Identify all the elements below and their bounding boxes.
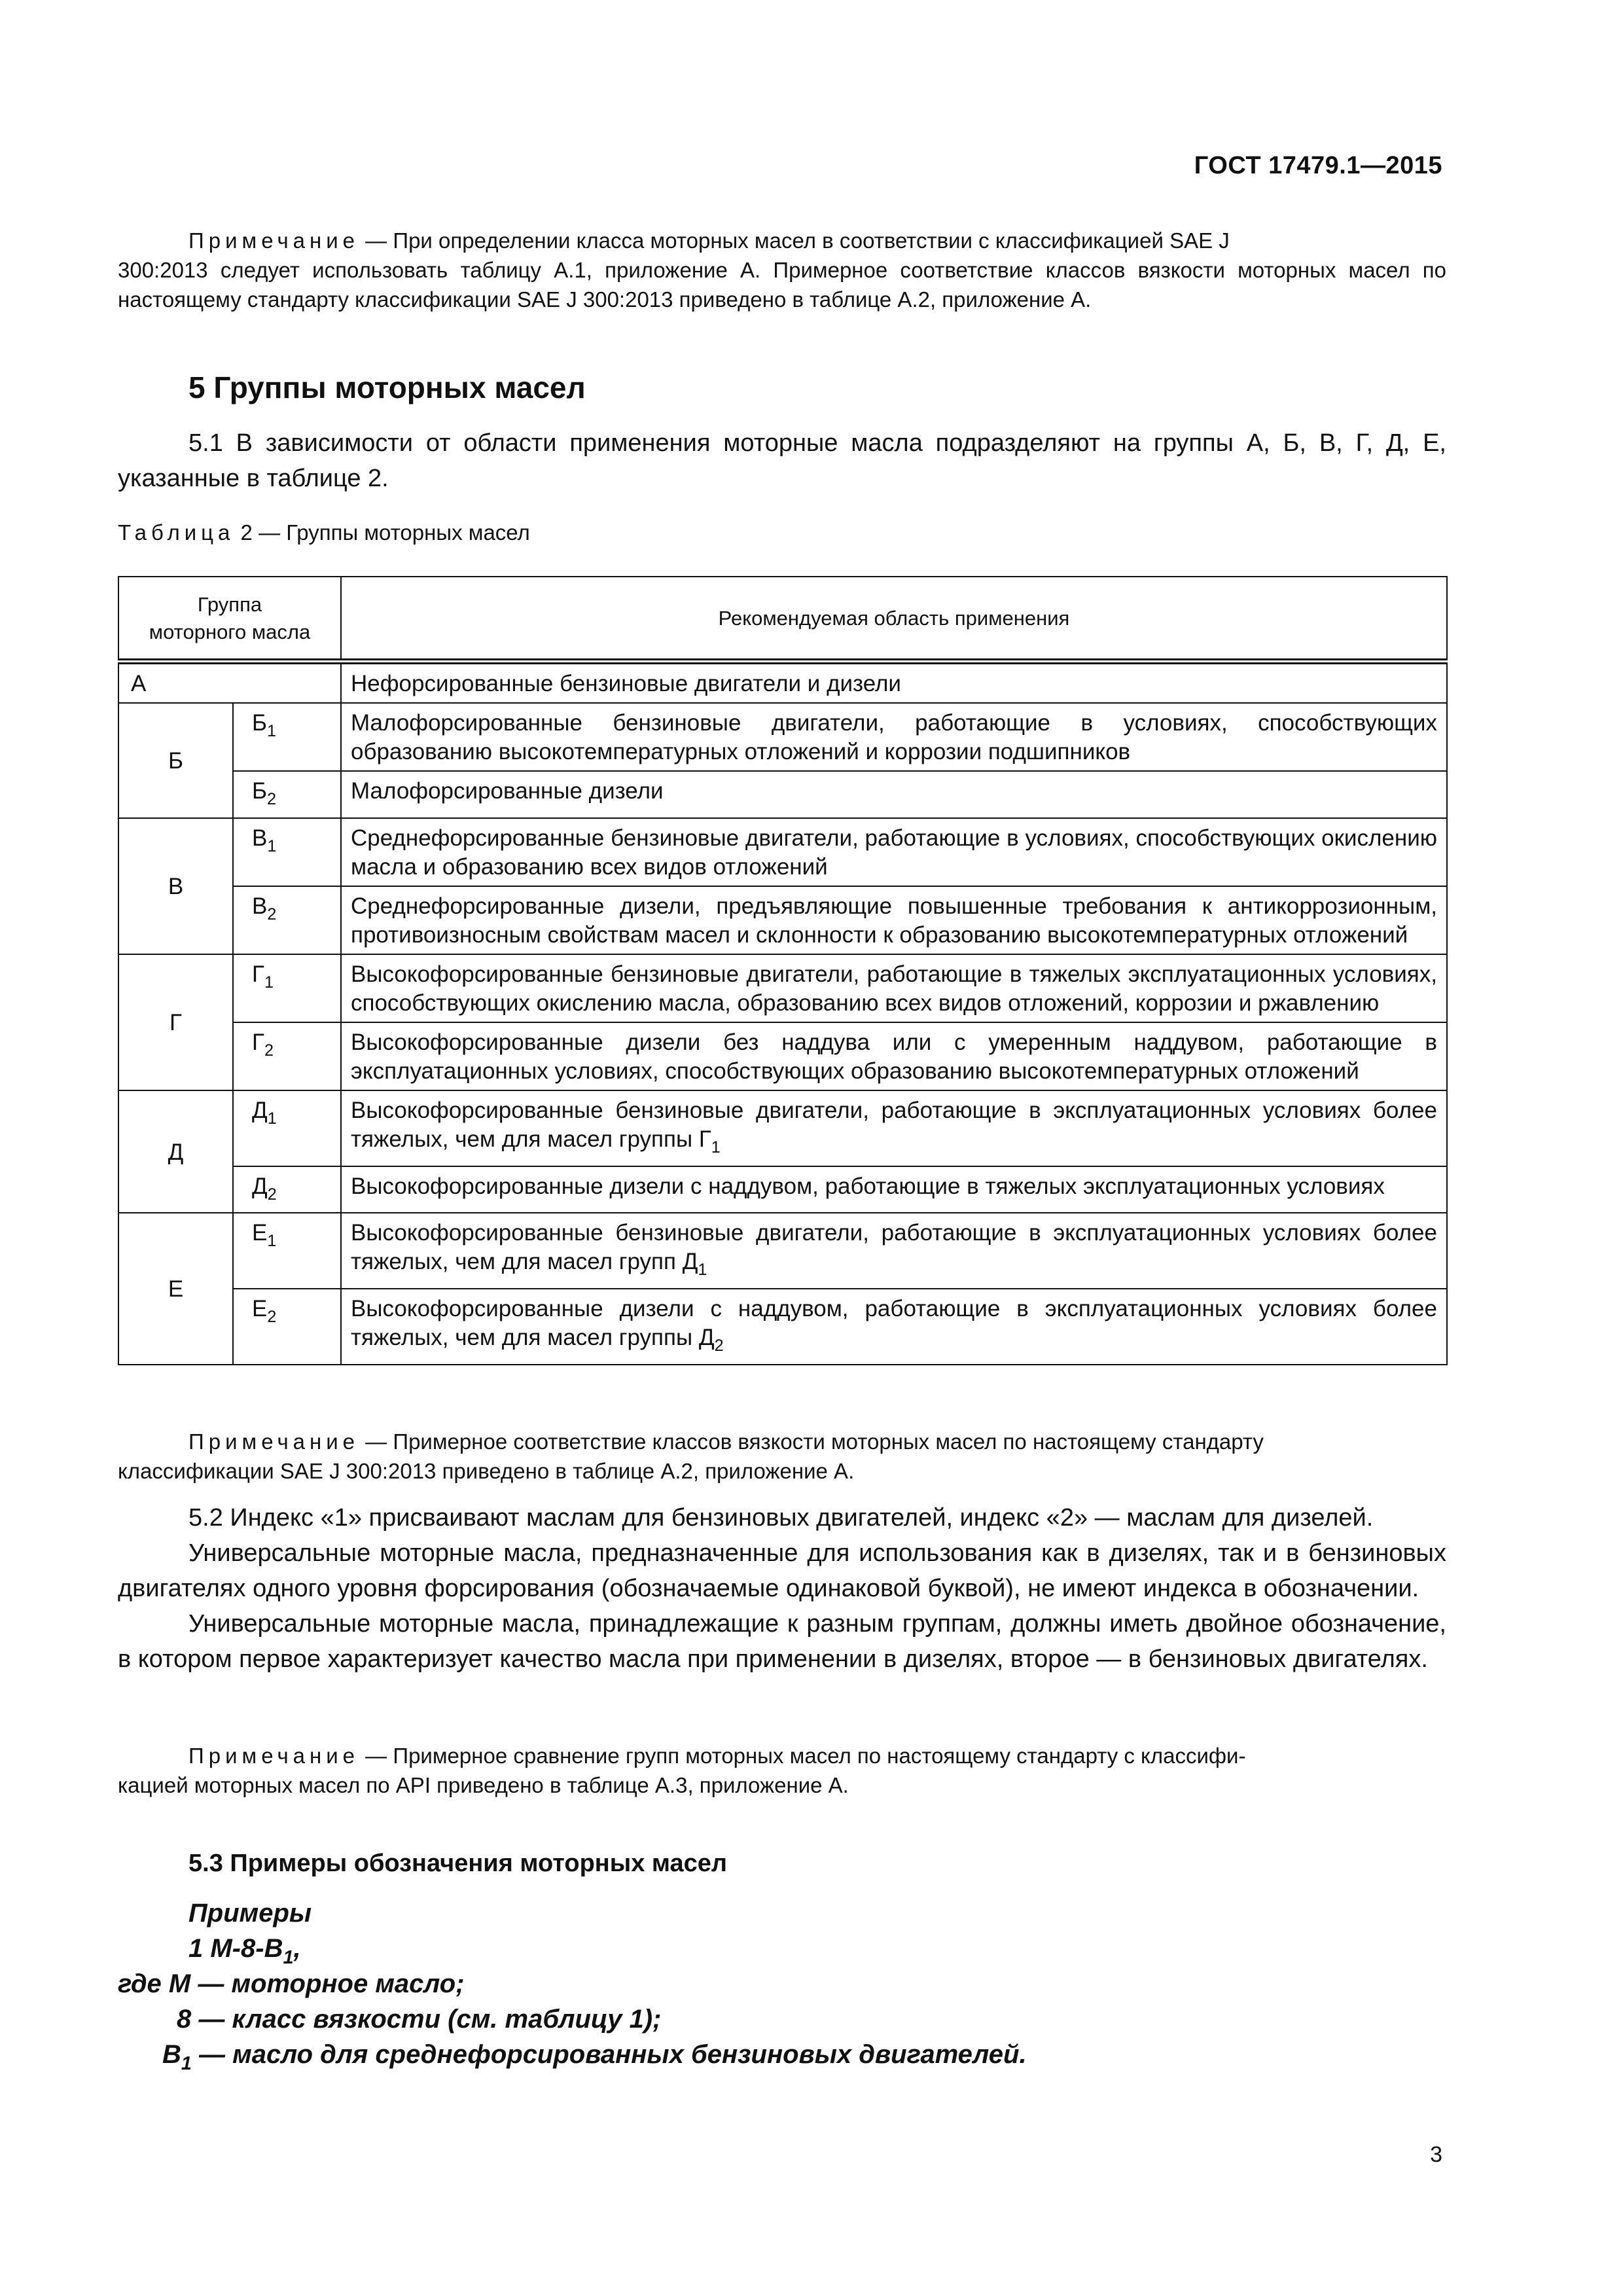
header-group: Группа моторного масла [118,577,341,662]
table-row [118,1166,1447,1213]
application-cell: Высокофорсированные бензиновые двигатели, работающие в тяжелых эксплуатационных условиях, способствующих окислению масла, образованию всех видов отложений, коррозии и ржавлению [341,954,1447,1022]
subgroup-cell: $Е_2$ [233,1289,341,1365]
application-cell: Малофорсированные дизели [341,771,1447,818]
note-api-comparison: Примечание — Примерное сравнение групп моторных масел по настоящему стандарту с классифи- кацией моторных масел по API приведено в таблице А.3, приложение А. [118,1744,1246,1797]
group-cell: В [118,818,233,954]
group-cell: А [118,662,341,704]
table-2-oil-groups [118,576,1448,1365]
group-cell: Г [118,954,233,1090]
table-2-caption: Таблица 2 — Группы моторных масел [118,520,530,545]
application-cell: Нефорсированные бензиновые двигатели и дизели [341,662,1447,704]
note-text-first: — При определении класса моторных масел в соответствии с классификацией SAE J [359,228,1230,253]
subgroup-cell: $В_1$ [233,818,341,886]
subgroup-cell: $Д_2$ [233,1166,341,1213]
subgroup-cell: $Б_2$ [233,771,341,818]
table-row [118,1022,1447,1090]
table-note: Примечание — Примерное соответствие классов вязкости моторных масел по настоящему стандарту классификации SAE J 300:2013 приведено в таблице А.2, приложение А. [118,1429,1264,1483]
examples-heading: Примеры [188,1899,312,1928]
note-text-rest: 300:2013 следует использовать таблицу А.1, приложение А. Примерное соответствие классов вязкости моторных масел по настоящему стандарту классификации SAE J 300:2013 приведено в таблице А.2, приложение А. [118,258,1446,312]
group-cell: Д [118,1090,233,1213]
subgroup-cell: $В_2$ [233,886,341,954]
table-row [118,818,1447,886]
application-cell: Высокофорсированные бензиновые двигатели, работающие в эксплуатационных условиях более тяжелых, чем для масел группы $Г_1$ [341,1090,1447,1166]
table-row [118,1289,1447,1365]
application-cell: Среднефорсированные бензиновые двигатели, работающие в условиях, способствующих окислению масла и образованию всех видов отложений [341,818,1447,886]
subgroup-cell: $Г_1$ [233,954,341,1022]
table-row [118,703,1447,771]
application-cell: Высокофорсированные дизели с наддувом, работающие в эксплуатационных условиях более тяжелых, чем для масел группы $Д_2$ [341,1289,1447,1365]
example-1: 1 $М-8-В_1$, [188,1934,301,1969]
paragraph-5-2: 5.2 Индекс «1» присваивают маслам для бензиновых двигателей, индекс «2» — маслам для дизелей. Универсальные моторные масла, предназначенные для использования как в дизелях, так и в бензиновых двигателях одного уровня форсирования (обозначаемые одинаковой буквой), не имеют индекса в обозначении. Универсальные моторные масла, принадлежащие к разным группам, должны иметь двойное обозначение, в котором первое характеризует качество масла при применении в дизелях, второе — в бензиновых двигателях. [118,1504,1446,1673]
page-number: 3 [1430,2142,1442,2167]
table-row [118,954,1447,1022]
example-line-8: 8 — класс вязкости (см. таблицу 1); [177,2005,662,2034]
paragraph-5-1: 5.1 В зависимости от области применения моторные масла подразделяют на группы А, Б, В, Г, Д, Е, указанные в таблице 2. [118,429,1446,492]
header-application: Рекомендуемая область применения [341,577,1447,662]
table-row [118,1213,1447,1289]
table-row [118,771,1447,818]
application-cell: Высокофорсированные дизели с наддувом, работающие в тяжелых эксплуатационных условиях [341,1166,1447,1213]
section-5-title: 5 Группы моторных масел [188,370,586,404]
application-cell: Среднефорсированные дизели, предъявляющие повышенные требования к антикоррозионным, противоизносным свойствам масел и склонности к образованию высокотемпературных отложений [341,886,1447,954]
example-line-b1: $В_1$ — масло для среднефорсированных бензиновых двигателей. [162,2040,1027,2075]
example-line-m: где М — моторное масло; [118,1969,465,1998]
table-row [118,662,1447,704]
table-row [118,1090,1447,1166]
table-row [118,886,1447,954]
application-cell: Высокофорсированные бензиновые двигатели, работающие в эксплуатационных условиях более тяжелых, чем для масел групп $Д_1$ [341,1213,1447,1289]
group-cell: Е [118,1213,233,1365]
subgroup-cell: $Б_1$ [233,703,341,771]
group-cell: Б [118,703,233,818]
application-cell: Высокофорсированные дизели без наддува или с умеренным наддувом, работающие в эксплуатационных условиях, способствующих образованию высокотемпературных отложений [341,1022,1447,1090]
note-label: Примечание [188,228,360,253]
section-5-3-title: 5.3 Примеры обозначения моторных масел [188,1850,728,1877]
application-cell: Малофорсированные бензиновые двигатели, работающие в условиях, способствующих образованию высокотемпературных отложений и коррозии подшипников [341,703,1447,771]
subgroup-cell: $Г_2$ [233,1022,341,1090]
table-header-row [118,577,1447,662]
subgroup-cell: $Д_1$ [233,1090,341,1166]
note-sae-classification [118,226,1446,314]
subgroup-cell: $Е_1$ [233,1213,341,1289]
standard-code: ГОСТ 17479.1—2015 [1194,152,1442,179]
